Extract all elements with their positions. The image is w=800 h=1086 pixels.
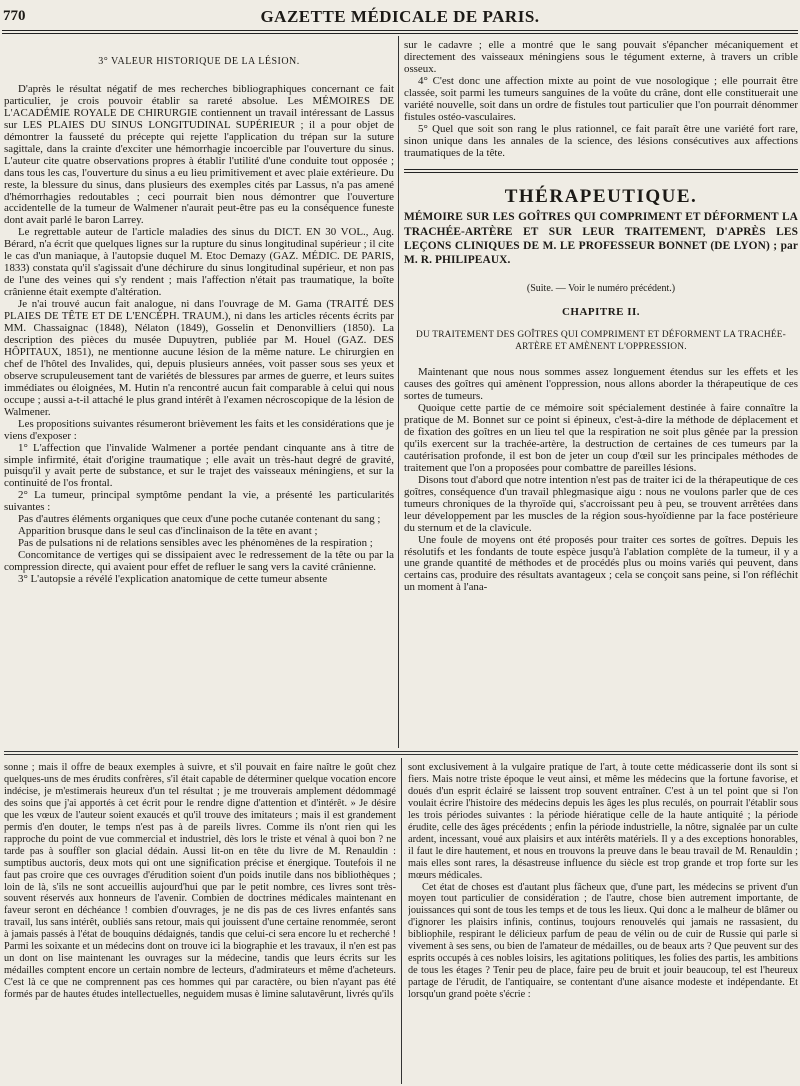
paragraph: Les propositions suivantes résumeront brièvement les faits et les considérations que je viens d'exposer :: [4, 417, 394, 442]
paragraph: sur le cadavre ; elle a montré que le sang pouvait s'épancher mécaniquement et directement des vaisseaux méningiens sous le tégument externe, à travers un crible osseux.: [404, 40, 798, 75]
paragraph: 1° L'affection que l'invalide Walmener a portée pendant cinquante ans à titre de simple infirmité, était d'origine traumatique ; elle avait un très-haut degré de gravité, puisqu'il y avait perte de substance, et sur le trajet des vaisseaux méningiens, et sur la continuité de l'os frontal.: [4, 441, 394, 490]
section-rule: [404, 169, 798, 173]
journal-title: GAZETTE MÉDICALE DE PARIS.: [260, 7, 540, 26]
feuilleton-left-column: [4, 762, 396, 1084]
paragraph: Apparition brusque dans le seul cas d'inclinaison de la tête en avant ;: [18, 525, 318, 538]
paragraph: D'après le résultat négatif de mes recherches bibliographiques concernant ce fait particulier, je crois pouvoir établir sa rareté absolue. Les MÉMOIRES DE L'ACADÉMIE ROYALE DE CHIRURGIE contiennent un travail intéressant de Lassus sur LES PLAIES DU SINUS LONGITUDINAL SUPÉRIEUR ; il a pour objet de démontrer la fausseté du précepte qui rejette l'application du trépan sur la suture sagittale, dans la crainte d'exciter une hémorrhagie incoercible par l'ouverture du sinus. L'auteur cite quatre observations propres à établir l'utilité d'une conduite tout opposée ; dans tous les cas, l'ouverture du sinus a eu lieu primitivement et avec plaie extérieure. Du reste, la blessure du sinus, dans plusieurs des exemples cités par Lassus, n'a pas amené d'hémorrhagies redoutables ; ceci pourrait bien nous démontrer que l'ouverture accidentelle de la tumeur de Walmener n'aurait peut-être pas eu la conséquence funeste dont avait parlé le baron Larrey.: [4, 82, 394, 227]
paragraph: Disons tout d'abord que notre intention n'est pas de traiter ici de la thérapeutique de ces goîtres, conséquence d'un travail phlegmasique aigu : nous ne voulons parler que de ces tumeurs chroniques de la thyroïde qui, s'accroissant peu à peu, se trouvent arrêtées dans leur développement par les muscles de la région sous-hyoïdienne par la face postérieure du sternum et de la clavicule.: [404, 473, 798, 534]
section-title: THÉRAPEUTIQUE.: [504, 185, 698, 207]
feuilleton-right-column: [408, 762, 798, 1084]
paragraph: Le regrettable auteur de l'article maladies des sinus du DICT. EN 30 VOL., Aug. Bérard, n'a écrit que quelques lignes sur la rupture du sinus longitudinal supérieur ; il cite le cas d'un maniaque, à l'autopsie duquel M. Etoc Demazy (GAZ. MÉDIC. DE PARIS, 1833) constata qu'il s'agissait d'une déchirure du sinus longitudinal supérieur, et non pas de l'une des veines qui s'y rendent ; mais l'affection n'était pas traumatique, la boîte crânienne était exempte d'altération.: [4, 226, 394, 299]
header-rule: [2, 30, 798, 31]
paragraph: 5° Quel que soit son rang le plus rationnel, ce fait paraît être une variété fort rare, sinon unique dans les annales de la science, des lésions consécutives aux affections traumatiques de la tête.: [404, 122, 798, 159]
paragraph: Pas de pulsations ni de relations sensibles avec les phénomènes de la respiration ;: [18, 537, 373, 550]
chapter-heading: CHAPITRE II.: [561, 306, 641, 319]
paragraph: 4° C'est donc une affection mixte au point de vue nosologique ; elle pourrait être classée, soit parmi les tumeurs sanguines de la voûte du crâne, dont elle constituerait une variété nouvelle, soit dans un ordre de fistules tout particulier que l'on pourrait dénommer fistules ostéo-vasculaires.: [404, 74, 798, 123]
memoir-title: MÉMOIRE SUR LES GOÎTRES QUI COMPRIMENT ET DÉFORMENT LA TRACHÉE-ARTÈRE ET SUR LEUR TRAITEMENT, D'APRÈS LES LEÇONS CLINIQUES DE M. LE PROFESSEUR BONNET (DE LYON) ; par M. R. PHILIPEAUX.: [404, 211, 798, 267]
page-header: [0, 0, 800, 34]
paragraph: Je n'ai trouvé aucun fait analogue, ni dans l'ouvrage de M. Gama (TRAITÉ DES PLAIES DE TÊTE ET DE L'ENCÉPH. TRAUM.), ni dans les articles récents écrits par MM. Chassaignac (1848), Nélaton (1849), Gosselin et Denonvilliers (1850). La description des pièces du musée Dupuytren, publiée par M. Houel (GAZ. DES HÔPITAUX, 1851), ne mentionne aucune lésion de la même nature. Le chirurgien en chef de l'hôtel des Invalides, qui, depuis plusieurs années, voit passer sous ses yeux et observe scrupuleusement tant de variétés de blessures par armes de guerre, et leurs suites immédiates ou éloignées, M. Hutin n'a rencontré aucun fait comparable à celui qui nous occupe ; aussi a-t-il attaché le plus grand intérêt à l'examen nécroscopique de la lésion de Walmener.: [4, 298, 394, 418]
section-heading: 3° VALEUR HISTORIQUE DE LA LÉSION.: [98, 56, 300, 67]
column-divider: [398, 36, 399, 748]
paragraph: Concomitance de vertiges qui se dissipaient avec le redressement de la tête ou par la compression directe, qui avaient pour effet de refluer le sang vers la cavité crânienne.: [4, 549, 394, 574]
feuilleton-rule-double: [4, 754, 798, 755]
left-column: [4, 40, 394, 746]
paragraph: Une foule de moyens ont été proposés pour traiter ces sortes de goîtres. Depuis les résolutifs et les fondants de toute espèce jusqu'à l'ablation complète de la tumeur, il y a une grande quantité de méthodes et de procédés plus ou moins variés qui peuvent, dans certains cas, produire des résultats avantageux ; cela se conçoit sans peine, si l'on réfléchit un moment à l'ana-: [404, 533, 798, 594]
feuilleton-rule: [4, 751, 798, 752]
paragraph: Quoique cette partie de ce mémoire soit spécialement destinée à faire connaître la pratique de M. Bonnet sur ce point si épineux, c'est-à-dire la méthode de déplacement et de fixation des goîtres en un lieu tel que la respiration ne soit plus gênée par la pression qu'ils exercent sur la trachée-artère, la destruction de certaines de ces tumeurs par la cautérisation profonde, il est bon de jeter un coup d'œil sur les principales méthodes de traitement que l'on a proposées pour combattre de pareilles lésions.: [404, 402, 798, 474]
feuilleton-column-divider: [401, 758, 402, 1084]
page-number: 770: [3, 8, 26, 24]
paragraph: Cet état de choses est d'autant plus fâcheux que, d'une part, les médecins se privent d'un moyen tout particulier de considération ; de l'autre, chose bien autrement importante, de jouissances qui sont de tous les temps et de tous les lieux. Qui donc a le malheur de blâmer ou d'ignorer les plaisirs infinis, continus, toujours renouvelés qui jamais ne rassasient, du bibliophile, respirant le délicieux parfum de peau de vélin ou de cuir de Russie qui parle si vivement à ses sens, ou bien de l'amateur de médailles, ou de beaux arts ? Que peuvent sur des esprits occupés à ces nobles loisirs, les agitations politiques, les folies des partis, les ambitions de tous les étages ? Tenir peu de place, faire peu de bruit et jouir beaucoup, tel est l'heureux partage de l'érudit, de l'antiquaire, se contentant d'une aisance modeste et indépendante. Et lorsqu'un grand poète s'écrie :: [408, 881, 798, 1001]
paragraph: sont exclusivement à la vulgaire pratique de l'art, à toute cette médicasserie dont ils sont si fiers. Mais notre triste époque le veut ainsi, et même les médecins que la fortune favorise, et doués d'un esprit éclairé se laissent trop souvent entraîner. C'est à un tel point que si l'on voulait écrire l'histoire des médecins depuis les âges les plus reculés, on pourrait l'établir sous les trois périodes suivantes : la période hiératique celle de la haute antiquité ; la période érudite, celle des âges précédents ; enfin la période industrielle, la nôtre, signalée par un culte ardent, incessant, voué aux plaisirs et aux intérêts matériels. Il y a des exceptions honorables, il faut le dire hautement, et nous en trouvons la preuve dans le beau travail de M. Renauldin ; mais elles sont rares, la désastreuse influence du siècle est trop grande et trop forte sur les mœurs médicales.: [408, 762, 798, 881]
header-rule-double: [2, 33, 798, 34]
paragraph: Maintenant que nous nous sommes assez longuement étendus sur les effets et les causes des goîtres qui amènent l'oppression, nous allons aborder la thérapeutique de ces sortes de tumeurs.: [404, 366, 798, 403]
right-column: [404, 40, 798, 746]
suite-note: (Suite. — Voir le numéro précédent.): [526, 283, 676, 295]
paragraph: sonne ; mais il offre de beaux exemples à suivre, et s'il pouvait en faire naître le goût chez quelques-uns de mes érudits confrères, s'il était capable de déterminer quelque vocation encore indécise, je m'estimerais heureux d'un tel résultat ; je me trouverais amplement dédommagé des soins que j'ai apportés à cet écrit pour le rendre digne d'attention et d'intérêt. » Je désire que les vœux de l'auteur soient exaucés et qu'il trouve des imitateurs ; mais il est grandement permis d'en douter, le temps n'est pas à de pareils livres. Comme ils n'ont rien qui les rapproche du point de vue commercial et industriel, dès lors le triste et vénal à quoi bon ? ne tarde pas à souffler son glacial dédain. Aussi lit-on en tête du livre de M. Renauldin : sumptibus auctoris, deux mots qui ont une signification précise et énergique. Toutefois il ne faut pas croire que ces ouvrages d'érudition soient d'un poids inutile dans nos bibliothèques ; loin de là, s'ils ne sont accueillis aujourd'hui que par le petit nombre, ces livres sont très-souvent réservés aux honneurs de l'avenir. Combien de doctrines médicales maintenant en faveur seront en déchéance ! combien d'ouvrages, je ne dis pas de ces livres enfantés sans travail, lus sans intérêt, oubliés sans retour, mais qui jouissent d'une certaine renommée, seront à jamais passés à l'état de bouquins dédaignés, tandis que celui-ci sera encore lu et recherché ! Parmi les soixante et un médecins dont on trouve ici la biographie et les travaux, il n'en est pas un dont on lise maintenant les ouvrages sur la médecine, tandis que leurs écrits sur les médailles comptent encore un certain nombre de lecteurs, d'admirateurs et même d'acheteurs. C'est là ce que ne comprennent pas ces hommes qui par caractère, ou bien n'ayant pas été formés par de hautes études intellectuelles, neguidem musas è limine salutavêrunt, livrés qu'ils: [4, 762, 396, 1001]
paragraph: 2° La tumeur, principal symptôme pendant la vie, a présenté les particularités suivantes :: [4, 489, 394, 514]
paragraph: Pas d'autres éléments organiques que ceux d'une poche cutanée contenant du sang ;: [18, 513, 381, 526]
paragraph: 3° L'autopsie a révélé l'explication anatomique de cette tumeur absente: [18, 573, 328, 586]
chapter-subtitle: DU TRAITEMENT DES GOÎTRES QUI COMPRIMENT ET DÉFORMENT LA TRACHÉE-ARTÈRE ET AMÈNENT L'OPPRESSION.: [415, 330, 787, 353]
